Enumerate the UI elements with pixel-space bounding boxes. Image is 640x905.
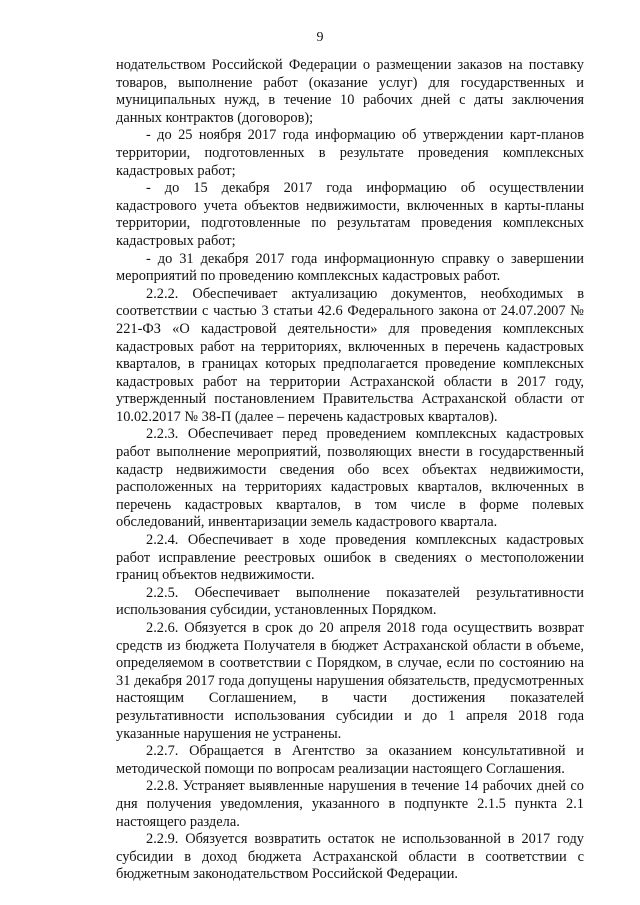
paragraph-2-2-7: 2.2.7. Обращается в Агентство за оказанием консультативной и методической помощи по вопросам реализации настоящего Соглашения. — [116, 743, 584, 777]
paragraph-2-2-5: 2.2.5. Обеспечивает выполнение показателей результативности использования субсидии, установленных Порядком. — [116, 584, 584, 619]
paragraph-deadline-nov-25: - до 25 ноября 2017 года информацию об утверждении карт-планов территории, подготовленных в результате проведения комплексных кадастровых работ; — [116, 127, 584, 179]
paragraph-2-2-3: 2.2.3. Обеспечивает перед проведением комплексных кадастровых работ выполнение мероприятий, позволяющих внести в государственный кадастр недвижимости сведения обо всех объектах недвижимости, расположенных на территориях кадастровых кварталов, включенных в перечень кадастровых кварталов, в том числе в форме полевых обследований, инвентаризации земель кадастрового квартала. — [116, 426, 584, 531]
paragraph-2-2-9: 2.2.9. Обязуется возвратить остаток не использованной в 2017 году субсидии в доход бюджета Астраханской области в соответствии с бюджетным законодательством Российской Федерации. — [116, 831, 584, 883]
paragraph-deadline-dec-15: - до 15 декабря 2017 года информацию об осуществлении кадастрового учета объектов недвижимости, включенных в карты-планы территории, подготовленные по результатам проведения комплексных кадастровых работ; — [116, 180, 584, 249]
paragraph-continuation: нодательством Российской Федерации о размещении заказов на поставку товаров, выполнение работ (оказание услуг) для государственных и муниципальных нужд, в течение 10 рабочих дней с даты заключения данных контрактов (договоров); — [116, 57, 584, 126]
paragraph-deadline-dec-31: - до 31 декабря 2017 года информационную справку о завершении мероприятий по проведению комплексных кадастровых работ. — [116, 250, 584, 285]
paragraph-2-2-4: 2.2.4. Обеспечивает в ходе проведения комплексных кадастровых работ исправление реестровых ошибок в сведениях о местоположении границ объектов недвижимости. — [116, 532, 584, 584]
paragraph-2-2-8: 2.2.8. Устраняет выявленные нарушения в течение 14 рабочих дней со дня получения уведомления, указанного в подпункте 2.1.5 пункта 2.1 настоящего раздела. — [116, 778, 584, 830]
paragraph-2-2-2: 2.2.2. Обеспечивает актуализацию документов, необходимых в соответствии с частью 3 статьи 42.6 Федерального закона от 24.07.2007 № 221-ФЗ «О кадастровой деятельности» для проведения комплексных кадастровых работ на территориях, включенных в перечень кадастровых кварталов, в границах которых предполагается проведение комплексных кадастровых работ на территории Астраханской области в 2017 году, утвержденный постановлением Правительства Астраханской области от 10.02.2017 № 38-П (далее – перечень кадастровых кварталов). — [116, 285, 584, 425]
paragraph-2-2-6: 2.2.6. Обязуется в срок до 20 апреля 2018 года осуществить возврат средств из бюджета Получателя в бюджет Астраханской области в объеме, определяемом в соответствии с Порядком, в случае, если по состоянию на 31 декабря 2017 года допущены нарушения обязательств, предусмотренных настоящим Соглашением, в части достижения показателей результативности использования субсидии и до 1 апреля 2018 года указанные нарушения не устранены. — [116, 620, 584, 742]
page-number: 9 — [316, 30, 324, 45]
document-body — [116, 57, 584, 884]
